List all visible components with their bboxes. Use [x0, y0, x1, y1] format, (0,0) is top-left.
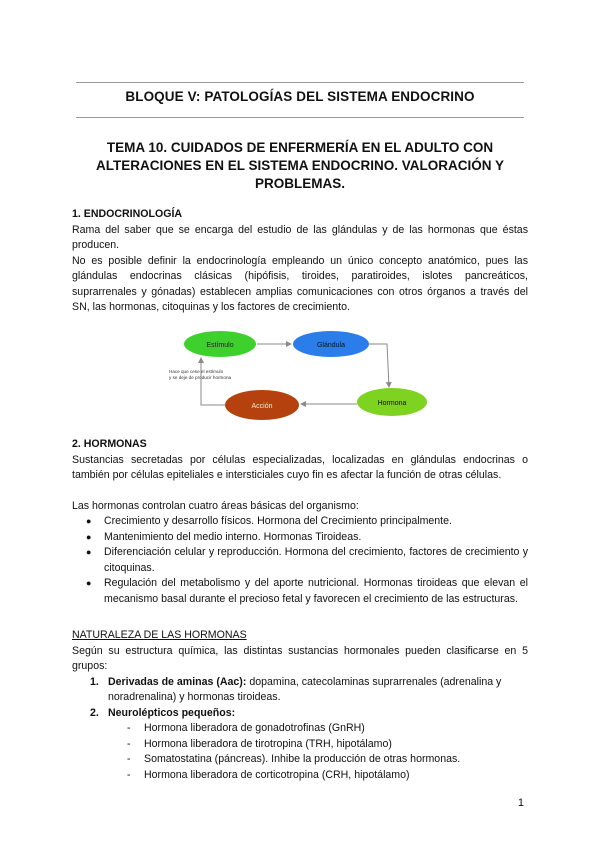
naturaleza-heading: NATURALEZA DE LAS HORMONAS: [72, 629, 247, 641]
accion-label: Acción: [251, 403, 273, 410]
bullet-icon: ●: [86, 547, 92, 557]
hormone-feedback-diagram: [165, 322, 435, 430]
list-item: - Hormona liberadora de gonadotrofinas (GnRH): [127, 722, 365, 734]
section1-paragraph-2: No es posible definir la endocrinología empleando un único concepto anatómico, pues las glándulas endocrinas clásicas (hipófisis, tiroides, paratiroides, islotes pancreáticos, suprarrenales y gónadas) establecen amplias comunicaciones con otros órganos a través del SN, las hormonas, citoquinas y los factores de crecimiento.: [72, 254, 528, 313]
list-item: - Hormona liberadora de corticotropina (CRH, hipotálamo): [127, 768, 410, 781]
glandula-node: [293, 331, 369, 357]
list-item: ● Crecimiento y desarrollo físicos. Hormona del Crecimiento principalmente.: [72, 514, 528, 530]
naturaleza-intro: Según su estructura química, las distintas sustancias hormonales pueden clasificarse en 5 grupos:: [72, 644, 528, 672]
section1-paragraph-1: Rama del saber que se encarga del estudio de las glándulas y de las hormonas que éstas producen.: [72, 223, 528, 251]
accion-node: [225, 390, 299, 420]
list-item: ● Diferenciación celular y reproducción. Hormona del crecimiento, factores de crecimiento y citoquinas.: [86, 546, 528, 574]
list-item: ● Regulación del metabolismo y del aporte nutricional. Hormonas tiroideas que elevan el mecanismo basal durante el precioso fetal y favorecen el crecimiento de las estructuras.: [86, 577, 528, 605]
list-item: - Somatostatina (páncreas). Inhibe la producción de otras hormonas.: [127, 753, 461, 765]
hormone-groups-list: [72, 675, 528, 722]
bullet-icon: ●: [86, 516, 92, 526]
diagram-note-line2: y se deje de producir hormona: [169, 375, 232, 380]
bullet-icon: ●: [86, 578, 92, 588]
block-title: BLOQUE V: PATOLOGÍAS DEL SISTEMA ENDOCRINO: [125, 89, 475, 104]
estimulo-node: [184, 331, 256, 357]
hormone-areas-list: [72, 514, 528, 607]
glandula-label: Glándula: [316, 342, 346, 349]
section-endocrinologia: [72, 207, 528, 316]
bottom-rule: [76, 117, 524, 118]
list-item: 2. Neurolépticos pequeños:: [90, 706, 236, 719]
tema-title: TEMA 10. CUIDADOS DE ENFERMERÍA EN EL ADULTO CON ALTERACIONES EN EL SISTEMA ENDOCRINO. VALORACIÓN Y PROBLEMAS.: [95, 140, 505, 191]
section-hormonas: [72, 437, 528, 607]
hormona-node: [357, 388, 427, 416]
arrow-accion-estimulo: [201, 358, 225, 405]
diagram-note-line1: Hace que cese el estímulo: [169, 369, 224, 374]
page-number: 1: [517, 797, 524, 809]
section2-paragraph-2: Las hormonas controlan cuatro áreas básicas del organismo:: [72, 499, 359, 512]
neurolepticos-list: [72, 721, 528, 783]
hormona-label: Hormona: [377, 400, 407, 407]
list-item: ● Mantenimiento del medio interno. Hormonas Tiroideas.: [72, 530, 528, 546]
top-rule: [76, 82, 524, 83]
section-naturaleza: [72, 628, 528, 783]
estimulo-label: Estímulo: [206, 342, 234, 349]
section2-heading: 2. HORMONAS: [72, 438, 147, 450]
list-item: 1. Derivadas de aminas (Aac): dopamina, catecolaminas suprarrenales (adrenalina y noradrenalina) y hormonas tiroideas.: [90, 675, 502, 703]
section2-paragraph-1: Sustancias secretadas por células especializadas, localizadas en glándulas endocrinas o también por células epiteliales e intersticiales cuyo fin es afectar la función de otras células.: [72, 453, 528, 481]
bullet-icon: ●: [86, 531, 92, 542]
arrow-glandula-hormona: [369, 344, 389, 387]
section1-heading: 1. ENDOCRINOLOGÍA: [72, 208, 183, 220]
list-item: - Hormona liberadora de tirotropina (TRH, hipotálamo): [127, 737, 392, 750]
